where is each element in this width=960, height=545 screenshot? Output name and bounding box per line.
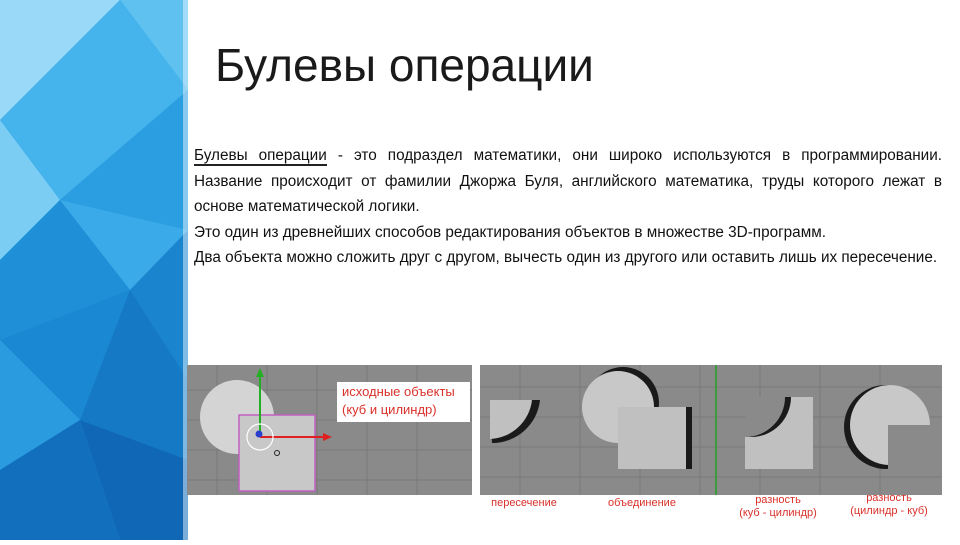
body-text [194,143,942,271]
caption-difference-cube-minus-cylinder: разность (куб - цилиндр) [739,494,817,519]
paragraph-history: Это один из древнейших способов редактирования объектов в множестве 3D-программ. [194,223,826,241]
paragraph-definition: Булевы операции - это подраздел математики, они широко используются в программировании. Название происходит от фамилии Джоржа Буля, английского математика, труды которого лежат в основе математической логики. [194,147,943,215]
paragraph-operations: Два объекта можно сложить друг с другом, вычесть один из другого или оставить лишь их пересечение. [194,249,938,266]
caption-difference-cylinder-minus-cube: разность (цилиндр - куб) [850,492,928,517]
figure-boolean-results [480,365,942,495]
slide-title: Булевы операции [215,39,594,91]
decorative-side-band [0,0,188,540]
difference-cube-minus-cylinder-shape [745,397,813,469]
original-objects-label-1: исходные объекты [342,384,455,399]
term-highlight: Булевы операции [194,147,327,164]
figure-original-objects [187,365,472,495]
caption-intersection: пересечение [491,497,557,509]
cube-shape [239,415,315,491]
original-objects-label-2: (куб и цилиндр) [342,402,437,417]
caption-union: объединение [608,497,676,509]
